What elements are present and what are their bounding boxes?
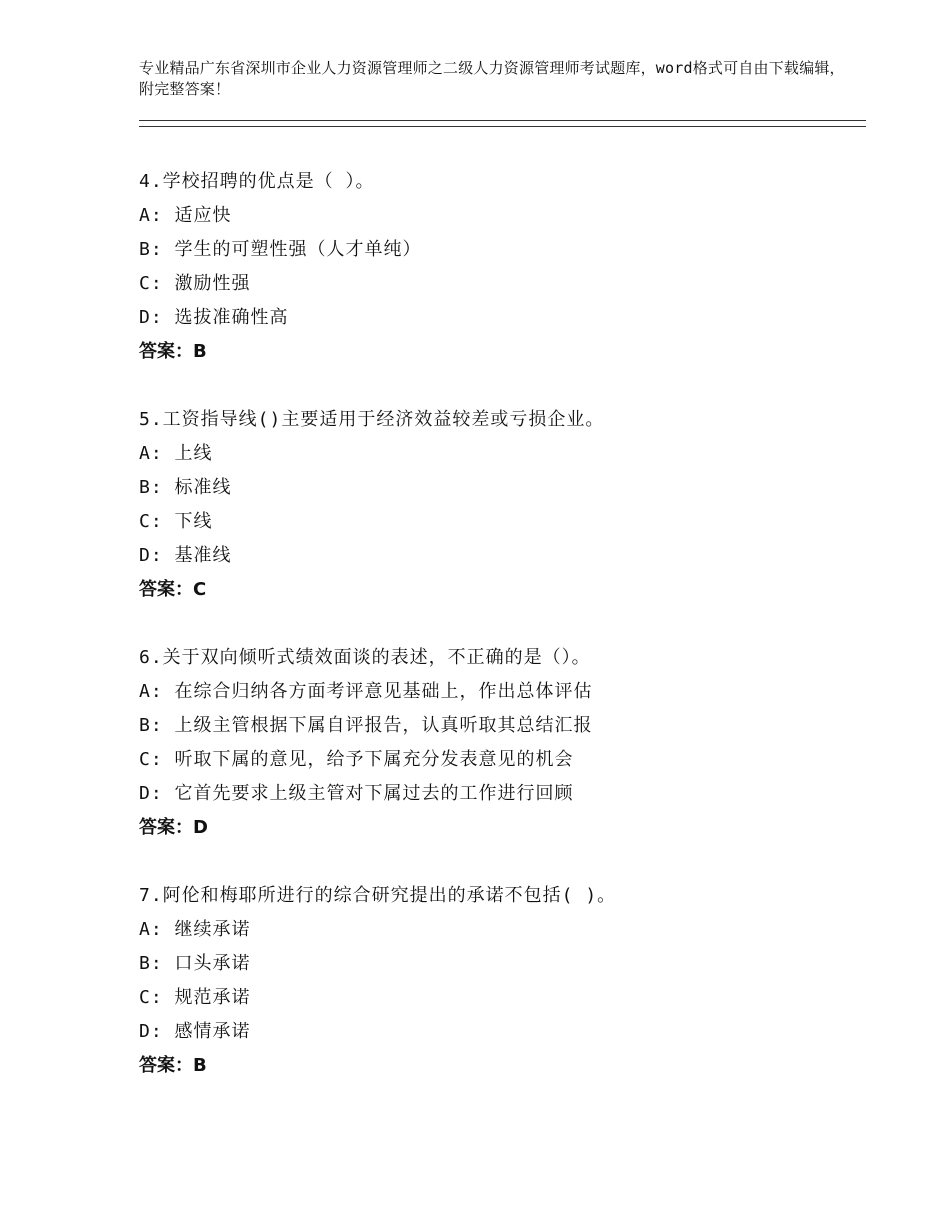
option-d: D: 它首先要求上级主管对下属过去的工作进行回顾 xyxy=(139,783,574,804)
option-a: A: 上线 xyxy=(139,443,213,464)
option-b: B: 上级主管根据下属自评报告，认真听取其总结汇报 xyxy=(139,715,593,736)
option-c: C: 规范承诺 xyxy=(139,987,251,1008)
option-a: A: 继续承诺 xyxy=(139,919,251,940)
question-stem: 4.学校招聘的优点是（ ）。 xyxy=(139,171,375,192)
option-c: C: 下线 xyxy=(139,511,213,532)
answer-line: 答案：B xyxy=(139,1055,207,1076)
question-6 xyxy=(139,641,859,845)
option-c: C: 听取下属的意见，给予下属充分发表意见的机会 xyxy=(139,749,574,770)
answer-line: 答案：B xyxy=(139,341,207,362)
option-b: B: 学生的可塑性强（人才单纯） xyxy=(139,239,422,260)
question-stem: 5.工资指导线()主要适用于经济效益较差或亏损企业。 xyxy=(139,409,605,430)
option-a: A: 适应快 xyxy=(139,205,232,226)
question-5 xyxy=(139,403,859,607)
question-7 xyxy=(139,879,859,1083)
option-b: B: 口头承诺 xyxy=(139,953,251,974)
document-header: 专业精品广东省深圳市企业人力资源管理师之二级人力资源管理师考试题库，word格式可自由下载编辑，附完整答案！ xyxy=(139,59,845,98)
question-4 xyxy=(139,165,859,369)
option-b: B: 标准线 xyxy=(139,477,232,498)
answer-line: 答案：C xyxy=(139,579,207,600)
option-c: C: 激励性强 xyxy=(139,273,251,294)
answer-line: 答案：D xyxy=(139,817,208,838)
question-list xyxy=(139,165,859,1117)
option-d: D: 基准线 xyxy=(139,545,232,566)
option-d: D: 选拔准确性高 xyxy=(139,307,289,328)
option-a: A: 在综合归纳各方面考评意见基础上，作出总体评估 xyxy=(139,681,593,702)
question-stem: 6.关于双向倾听式绩效面谈的表述，不正确的是（）。 xyxy=(139,647,591,668)
question-stem: 7.阿伦和梅耶所进行的综合研究提出的承诺不包括( )。 xyxy=(139,885,617,906)
option-d: D: 感情承诺 xyxy=(139,1021,251,1042)
header-divider xyxy=(139,120,866,127)
